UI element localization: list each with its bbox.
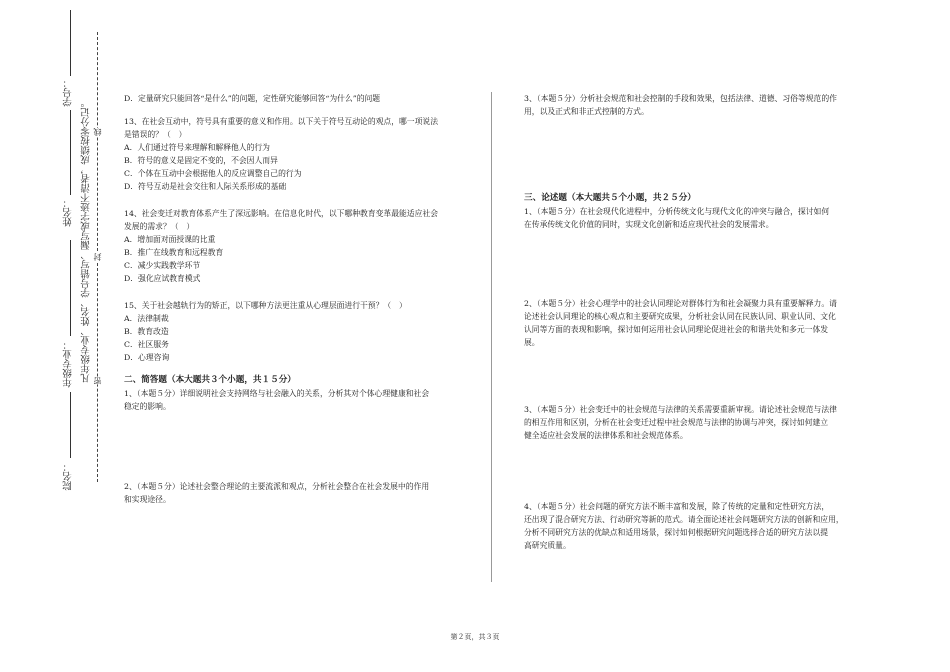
q13-option-b: B．符号的意义是固定不变的，不会因人而异 [124, 156, 278, 165]
seal-mark-mi: 密 [93, 377, 102, 385]
essay1-line-1: 1、（本题５分）在社会现代化进程中，分析传统文化与现代文化的冲突与融合，探讨如何 [524, 207, 830, 216]
essay3-line-2: 的相互作用和区别，分析在社会变迁过程中社会规范与法律的协调与冲突，探讨如何建立 [524, 418, 829, 427]
essay4-line-3: 分析不同研究方法的优缺点和适用场景，探讨如何根据研究问题选择合适的研究方法以提 [524, 528, 829, 537]
short-answer-2 [124, 480, 469, 506]
grade-major-line [70, 240, 71, 336]
essay-3 [524, 403, 864, 442]
q14-stem-cont: 发展的需求？（ ） [124, 222, 195, 231]
section-3-heading: 三、论述题（本大题共５个小题，共２５分） [524, 193, 696, 203]
q13-option-d: D．符号互动是社会交往和人际关系形成的基础 [124, 182, 287, 191]
sa1-line-2: 稳定的影响。 [124, 402, 171, 411]
q14-option-a: A．增加面对面授课的比重 [124, 235, 216, 244]
essay3-line-3: 健全适应社会发展的法律体系和社会规范体系。 [524, 431, 688, 440]
sa1-line-1: 1、（本题５分）详细说明社会支持网络与社会融入的关系，分析其对个体心理健康和社会 [124, 389, 430, 398]
q14-option-c: C．减少实践教学环节 [124, 261, 201, 270]
name-line [70, 110, 71, 195]
q14-option-d: D．强化应试教育模式 [124, 274, 201, 283]
college-line [70, 392, 71, 458]
seal-mark-xian: 线 [93, 128, 102, 136]
essay4-line-4: 高研究质量。 [524, 541, 571, 550]
essay-1 [524, 205, 864, 231]
essay-4 [524, 500, 864, 552]
q15-option-d: D．心理咨询 [124, 353, 170, 362]
essay2-line-2: 论述社会认同理论的核心观点和主要研究成果，分析社会认同在民族认同、职业认同、文化 [524, 312, 836, 321]
grade-major-label: 年级专业： [63, 340, 74, 388]
q13-option-c: C．个体在互动中会根据他人的反应调整自己的行为 [124, 169, 302, 178]
q15-option-b: B．教育改造 [124, 327, 169, 336]
q12-option-d: D．定量研究只能回答“是什么”的问题，定性研究能够回答“为什么”的问题 [124, 94, 381, 103]
seal-mark-feng: 封 [93, 253, 102, 261]
essay4-line-2: 还出现了混合研究方法、行动研究等新的范式。请全面论述社会问题研究方法的创新和应用， [524, 515, 844, 524]
student-id-label: 学号： [63, 78, 74, 107]
sa2-line-1: 2、（本题５分）论述社会整合理论的主要流派和观点，分析社会整合在社会发展中的作用 [124, 482, 430, 491]
q13-option-a: A．人们通过符号来理解和解释他人的行为 [124, 143, 270, 152]
essay1-line-2: 在传承传统文化价值的同时，实现文化创新和适应现代社会的发展需求。 [524, 220, 774, 229]
binding-notice: 凡年级专业、姓名、学号错写、漏写或字迹不清者，成绩按零分记。 [81, 98, 92, 383]
essay-2 [524, 297, 864, 349]
right-column [524, 92, 864, 552]
sa3-line-2: 用，以及正式和非正式控制的方式。 [524, 107, 649, 116]
question-15 [124, 299, 469, 364]
college-label: 院名： [63, 462, 74, 491]
essay2-line-4: 展。 [524, 338, 540, 347]
sa3-line-1: 3、（本题５分）分析社会规范和社会控制的手段和效果，包括法律、道德、习俗等规范的作 [524, 94, 837, 103]
binding-strip [0, 0, 120, 672]
q14-option-b: B．推广在线教育和远程教育 [124, 248, 224, 257]
student-id-line [70, 10, 71, 76]
left-column [124, 92, 469, 506]
short-answer-3 [524, 92, 864, 118]
q14-stem: 14、社会变迁对教育体系产生了深远影响。在信息化时代，以下哪种教育变革最能适应社会 [124, 209, 438, 218]
column-divider [491, 92, 492, 582]
short-answer-1 [124, 387, 469, 413]
essay3-line-1: 3、（本题５分）社会变迁中的社会规范与法律的关系需要重新审视。请论述社会规范与法律 [524, 405, 837, 414]
sa2-line-2: 和实现途径。 [124, 495, 171, 504]
question-14 [124, 207, 469, 285]
q15-option-a: A．法律制裁 [124, 314, 169, 323]
q13-stem: 13、在社会互动中，符号具有重要的意义和作用。以下关于符号互动论的观点，哪一项说法 [124, 117, 438, 126]
name-label: 姓名： [63, 198, 74, 227]
section-2-heading: 二、简答题（本大题共３个小题，共１５分） [124, 375, 296, 385]
page-number-footer: 第２页，共３页 [450, 633, 500, 641]
essay4-line-1: 4、（本题５分）社会问题的研究方法不断丰富和发展，除了传统的定量和定性研究方法， [524, 502, 830, 511]
q15-stem: 15、关于社会越轨行为的矫正，以下哪种方法更注重从心理层面进行干预？（ ） [124, 301, 407, 310]
essay2-line-3: 认同等方面的表现和影响，探讨如何运用社会认同理论促进社会的和谐共处和多元一体发 [524, 325, 829, 334]
q13-stem-cont: 是错误的？（ ） [124, 130, 187, 139]
essay2-line-1: 2、（本题５分）社会心理学中的社会认同理论对群体行为和社会凝聚力具有重要解释力。请 [524, 299, 837, 308]
q15-option-c: C．社区服务 [124, 340, 169, 349]
question-13 [124, 115, 469, 193]
